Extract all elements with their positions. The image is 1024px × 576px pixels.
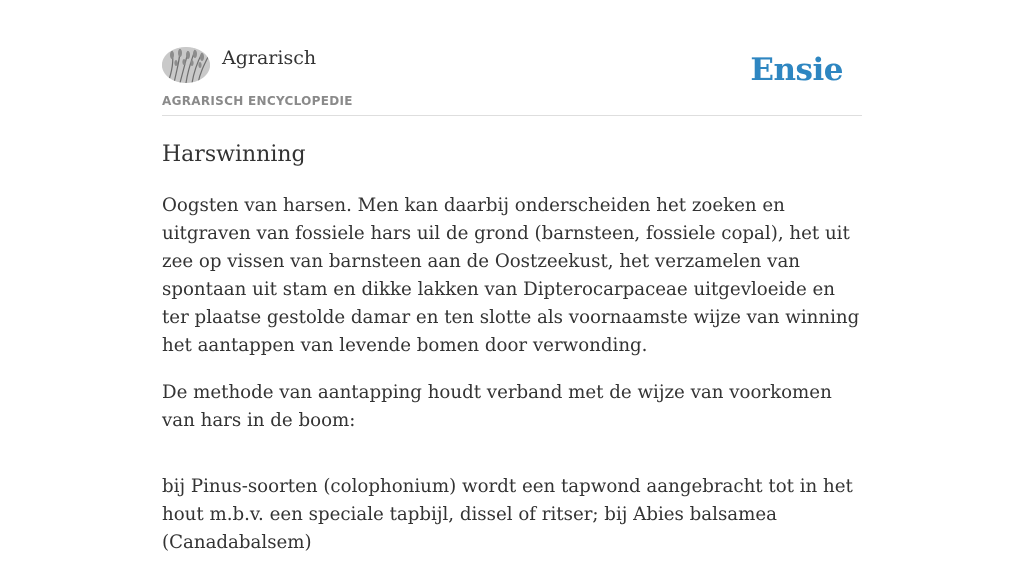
- paragraph: bij Pinus-soorten (colophonium) wordt een tapwond aangebracht tot in het hout m.b.v. een speciale tapbijl, dissel of ritser; bij Abies balsamea (Canadabalsem): [162, 476, 853, 553]
- ensie-logo[interactable]: Ensie: [750, 52, 843, 88]
- page: [162, 0, 862, 553]
- paragraph: Oogsten van harsen. Men kan daarbij onderscheiden het zoeken en uitgraven van fossiele hars uil de grond (barnsteen, fossiele copal), het uit zee op vissen van barnsteen aan de Oostzeekust, het verzamelen van spontaan uit stam en dikke lakken van Dipterocarpaceae uitgevloeide en ter plaatse gestolde damar en ten slotte als voornaamste wijze van winning het aantappen van levende bomen door verwonding.: [162, 195, 860, 356]
- wheat-ears-icon: [162, 47, 210, 83]
- source-title[interactable]: Agrarisch: [222, 47, 317, 69]
- header: [162, 0, 862, 116]
- article-title: Harswinning: [162, 142, 306, 167]
- source-subtitle: AGRARISCH ENCYCLOPEDIE: [162, 94, 353, 108]
- paragraph: De methode van aantapping houdt verband met de wijze van voorkomen van hars in de boom:: [162, 382, 832, 431]
- article-body: [162, 192, 862, 576]
- source-thumbnail[interactable]: [162, 47, 210, 83]
